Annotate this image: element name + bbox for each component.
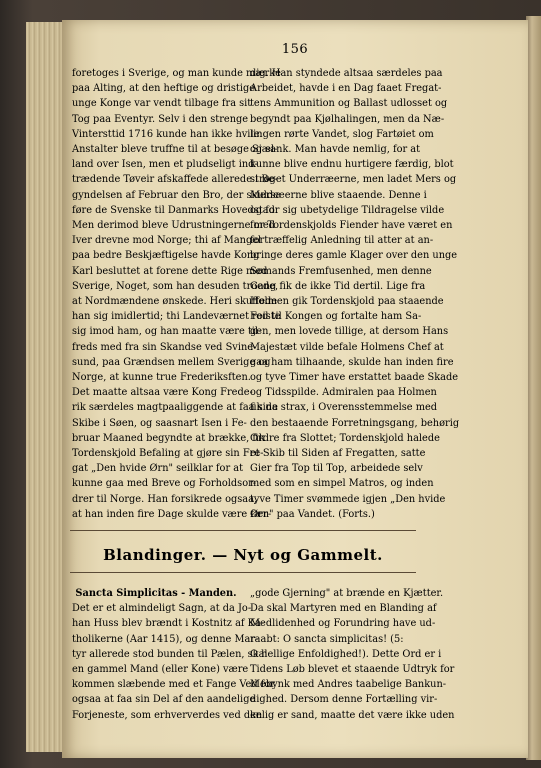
text-line: Men derimod bleve Udrustningerne med xyxy=(72,220,275,232)
text-line: Gier fra Top til Top, arbeidede selv xyxy=(250,463,423,475)
text-line: kelig er sand, maatte det være ikke uden xyxy=(250,709,455,721)
text-line: drer til Norge. Han forsikrede ogsaa, xyxy=(72,493,258,505)
text-line: dig. Han styndede altsaa særdeles paa xyxy=(250,68,443,79)
text-line: bringe deres gamle Klager over den unge xyxy=(250,250,458,262)
text-line: gaa ham tilhaande, skulde han inden fire xyxy=(250,356,454,368)
text-column-left xyxy=(72,66,281,522)
text-line: Forjeneste, som erhververdes ved den xyxy=(72,709,263,721)
text-line: Holmen gik Tordenskjold paa staaende xyxy=(250,296,444,308)
text-line: han Huss blev brændt i Kostnitz af Ka- xyxy=(72,618,265,630)
text-line: kunne gaa med Breve og Forholdsor- xyxy=(72,478,257,490)
text-line: dighed. Dersom denne Fortælling vir- xyxy=(250,694,438,706)
text-line: fortræffelig Anledning til atter at an- xyxy=(250,235,434,247)
text-line: Tordenskjold Befaling at gjøre sin Fre- xyxy=(72,448,264,460)
facing-page-edge xyxy=(526,16,541,760)
text-line: Sømands Fremfusenhed, men denne xyxy=(250,265,432,277)
text-line: Anstalter bleve truffne til at besøge Sjæl- xyxy=(72,144,278,156)
text-line: Sverige, Noget, som han desuden troede, xyxy=(72,280,279,292)
text-line: strøget Underræerne, men ladet Mers og xyxy=(250,174,457,186)
text-line: tens Ammunition og Ballast udlosset og xyxy=(250,98,448,110)
text-line: Det er et almindeligt Sagn, at da Jo- xyxy=(72,603,252,615)
text-line: og for sig ubetydelige Tildragelse vilde xyxy=(250,204,445,216)
text-line: Norge, at kunne true Frederiksften. xyxy=(72,372,251,384)
text-line: gat „Den hvide Ørn" seilklar for at xyxy=(72,463,244,475)
text-line: fik da strax, i Overensstemmelse med xyxy=(250,402,438,414)
page-edges xyxy=(26,22,66,752)
text-line: gen, men lovede tillige, at dersom Hans xyxy=(250,326,449,338)
text-line: tyr allerede stod bunden til Pælen, skal xyxy=(72,648,268,660)
text-line: kommen slæbende med et Fange Ved for xyxy=(72,679,275,691)
text-line: foretoges i Sverige, og man kunde mærke xyxy=(72,68,281,79)
text-column-right xyxy=(250,66,460,522)
page-number: 156 xyxy=(281,42,309,57)
text-line: begyndt paa Kjølhalingen, men da Næ- xyxy=(250,113,445,125)
text-line: for Tordenskjolds Fiender have været en xyxy=(250,220,453,232)
text-column-right-lower xyxy=(250,586,455,723)
text-line: land over Isen, men et pludseligt ind- xyxy=(72,159,258,171)
text-line: gyndelsen af Februar den Bro, der skulde xyxy=(72,189,279,201)
text-line: at Nordmændene ønskede. Heri skuffede xyxy=(72,296,278,308)
text-line: kunne blive endnu hurtigere færdig, blot xyxy=(250,159,454,171)
text-line: Skibe i Søen, og saasnart Isen i Fe- xyxy=(72,417,247,429)
text-line: en gammel Mand (eller Kone) være xyxy=(72,664,249,676)
text-line: et Skib til Siden af Fregatten, satte xyxy=(250,448,426,460)
text-line: den bestaaende Forretningsgang, behørig xyxy=(250,417,460,429)
text-line: Medlidenhed og Forundring have ud- xyxy=(250,618,436,630)
text-line: paa bedre Beskjæftigelse havde Kong xyxy=(72,250,260,262)
text-line: freds med fra sin Skandse ved Svine- xyxy=(72,341,257,353)
text-line: Ordre fra Slottet; Tordenskjold halede xyxy=(250,432,440,444)
divider-rule xyxy=(70,530,416,531)
text-line: ogsaa at faa sin Del af den aandelige xyxy=(72,694,256,706)
text-column-left-lower xyxy=(72,586,275,723)
text-line: føre de Svenske til Danmarks Hovedstad. xyxy=(72,204,278,216)
text-line: og Tidsspilde. Admiralen paa Holmen xyxy=(250,387,437,399)
text-line: „gode Gjerning" at brænde en Kjætter. xyxy=(250,588,444,599)
text-line: Mebynk med Andres taabelige Bankun- xyxy=(250,679,447,691)
text-line: Vintersttid 1716 kunde han ikke hvile: xyxy=(72,128,263,140)
text-line: unge Konge var vendt tilbage fra sit xyxy=(72,98,252,110)
text-line: sund, paa Grændsen mellem Sverige og xyxy=(72,356,271,368)
text-line: lingen rørte Vandet, slog Fartøiet om xyxy=(250,128,434,140)
text-block xyxy=(72,601,275,723)
text-line: Tog paa Eventyr. Selv i den strenge xyxy=(72,113,249,125)
text-line: raabt: O sancta simplicitas! (5: xyxy=(250,633,404,645)
text-line: Tidens Løb blevet et staaende Udtryk for xyxy=(250,664,455,676)
text-line: Arbeidet, havde i en Dag faaet Fregat- xyxy=(250,83,442,95)
text-line: Mersæerne blive staaende. Denne i xyxy=(250,189,427,201)
text-line: Iver drevne mod Norge; thi af Mangel xyxy=(72,235,262,247)
text-line: at han inden fire Dage skulde være fær- xyxy=(72,508,272,520)
text-line: bruar Maaned begyndte at brække, fik xyxy=(72,432,265,444)
text-line: Ørn" paa Vandet. (Forts.) xyxy=(250,508,375,520)
text-line: han sig imidlertid; thi Landeværnet reiste xyxy=(72,311,281,323)
text-line: trædende Tøveir afskaffede allerede i Be- xyxy=(72,174,278,186)
text-line: sig imod ham, og han maatte være til- xyxy=(72,326,262,338)
text-line: Da skal Martyren med en Blanding af xyxy=(250,603,437,615)
text-line: tholikerne (Aar 1415), og denne Mar- xyxy=(72,633,259,645)
text-line: O hellige Enfoldighed!). Dette Ord er i xyxy=(250,648,442,660)
text-line: Fod til Kongen og fortalte ham Sa- xyxy=(250,311,422,323)
text-line: og sank. Man havde nemlig, for at xyxy=(250,144,421,156)
text-line: Gang fik de ikke Tid dertil. Lige fra xyxy=(250,280,426,292)
text-line: med som en simpel Matros, og inden xyxy=(250,478,434,490)
text-line: Karl besluttet at forene dette Rige med xyxy=(72,265,268,277)
text-line: tyve Timer svømmede igjen „Den hvide xyxy=(250,493,446,505)
text-line: paa Alting, at den heftige og dristige xyxy=(72,83,256,95)
text-line: Majestæt vilde befale Holmens Chef at xyxy=(250,341,444,353)
text-line: rik særdeles magtpaaliggende at faa sine xyxy=(72,402,278,414)
text-line: Det maatte altsaa være Kong Frede- xyxy=(72,387,253,399)
divider-rule xyxy=(70,572,416,573)
text-line: og tyve Timer have erstattet baade Skade xyxy=(250,372,459,384)
sub-heading: Sancta Simplicitas - Manden. xyxy=(75,588,237,599)
section-heading: Blandinger. — Nyt og Gammelt. xyxy=(103,546,383,564)
